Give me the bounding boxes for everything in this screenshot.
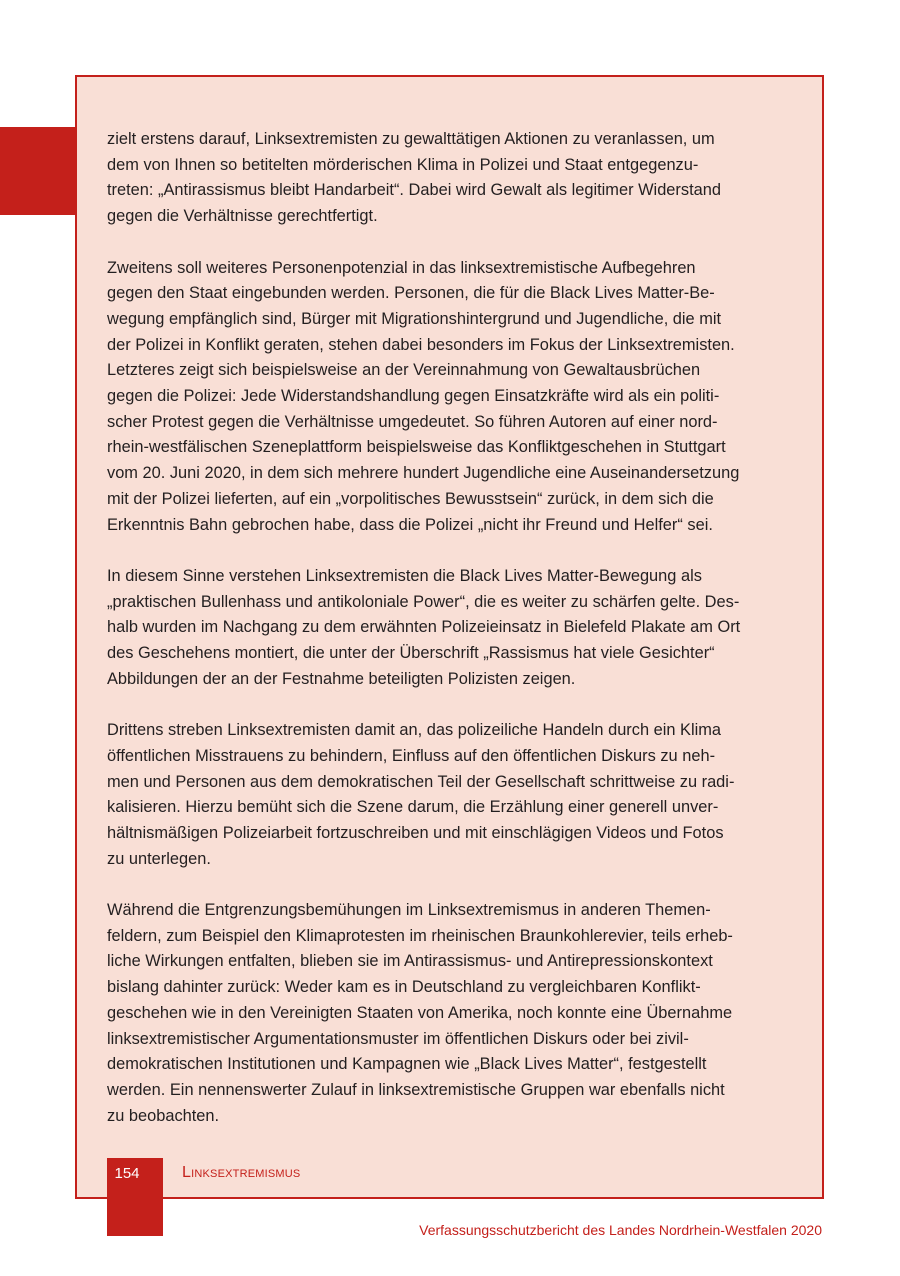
side-accent-tab [0,127,76,215]
text-line: zielt erstens darauf, Linksextremisten zu gewalttätigen Aktionen zu veranlassen, um [107,130,715,148]
text-line: mit der Polizei lieferten, auf ein „vorpolitisches Bewusstsein“ zurück, in dem sich die [107,489,714,508]
text-line: gegen die Polizei: Jede Widerstandshandlung gegen Einsatzkräfte wird als ein politi- [107,387,720,406]
text-line: geschehen wie in den Vereinigten Staaten von Amerika, noch konnte eine Übernahme [107,1003,733,1022]
text-line: In diesem Sinne verstehen Linksextremisten die Black Lives Matter-Bewegung als [107,566,702,585]
text-line: gegen die Verhältnisse gerechtfertigt. [107,207,378,226]
text-line: Zweitens soll weiteres Personenpotenzial in das linksextremistische Aufbegehren [107,258,696,277]
text-line: men und Personen aus dem demokratischen Teil der Gesellschaft schrittweise zu radi- [107,772,735,791]
text-line: vom 20. Juni 2020, in dem sich mehrere hundert Jugendliche eine Auseinandersetzung [107,464,740,483]
text-line: hältnismäßigen Polizeiarbeit fortzuschreiben und mit einschlägigen Videos und Fotos [107,823,724,842]
text-line: zu beobachten. [107,1106,220,1125]
body-text [107,127,807,1155]
text-line: halb wurden im Nachgang zu dem erwähnten Polizeieinsatz in Bielefeld Plakate am Ort [107,618,741,637]
text-line: Letzteres zeigt sich beispielsweise an der Vereinnahmung von Gewaltausbrüchen [107,361,701,380]
text-line: öffentlichen Misstrauens zu behindern, Einfluss auf den öffentlichen Diskurs zu neh- [107,746,716,765]
text-line: bislang dahinter zurück: Weder kam es in Deutschland zu vergleichbaren Konflikt- [107,978,701,997]
text-line: demokratischen Institutionen und Kampagnen wie „Black Lives Matter“, festgestellt [107,1055,707,1074]
text-line: linksextremistischer Argumentationsmuster im öffentlichen Diskurs oder bei zivil- [107,1029,689,1048]
text-line: zu unterlegen. [107,849,211,868]
text-line: gegen den Staat eingebunden werden. Personen, die für die Black Lives Matter-Be- [107,284,715,303]
text-line: dem von Ihnen so betitelten mörderischen Klima in Polizei und Staat entgegenzu- [107,155,699,174]
page-number: 154 [114,1165,140,1182]
text-line: wegung empfänglich sind, Bürger mit Migrationshintergrund und Jugendliche, die mit [107,309,722,328]
text-line: der Polizei in Konflikt geraten, stehen dabei besonders im Fokus der Linksextremisten. [107,335,735,354]
section-label: Linksextremismus [182,1164,301,1181]
text-line: feldern, zum Beispiel den Klimaprotesten im rheinischen Braunkohlerevier, teils erheb- [107,926,733,945]
text-line: liche Wirkungen entfalten, blieben sie im Antirassismus- und Antirepressionskontext [107,952,713,971]
text-line: Erkenntnis Bahn gebrochen habe, dass die Polizei „nicht ihr Freund und Helfer“ sei. [107,515,713,534]
text-line: Abbildungen der an der Festnahme beteiligten Polizisten zeigen. [107,669,576,688]
footer-publication-title: Verfassungsschutzbericht des Landes Nordrhein-Westfalen 2020 [419,1222,822,1238]
paragraph [107,718,807,872]
text-line: rhein-westfälischen Szeneplattform beispielsweise das Konfliktgeschehen in Stuttgart [107,438,726,457]
text-line: „praktischen Bullenhass und antikoloniale Power“, die es weiter zu schärfen gelte. Des- [107,592,740,611]
paragraph [107,256,807,539]
text-line: des Geschehens montiert, die unter der Überschrift „Rassismus hat viele Gesichter“ [107,644,715,663]
text-line: Drittens streben Linksextremisten damit an, das polizeiliche Handeln durch ein Klima [107,721,722,740]
text-line: Während die Entgrenzungsbemühungen im Linksextremismus in anderen Themen- [107,901,711,920]
text-line: treten: „Antirassismus bleibt Handarbeit“. Dabei wird Gewalt als legitimer Widerstand [107,181,721,200]
paragraph [107,564,807,693]
text-line: kalisieren. Hierzu bemüht sich die Szene darum, die Erzählung einer generell unver- [107,798,719,817]
text-line: werden. Ein nennenswerter Zulauf in linksextremistische Gruppen war ebenfalls nicht [107,1080,725,1099]
text-line: scher Protest gegen die Verhältnisse umgedeutet. So führen Autoren auf einer nord- [107,412,718,431]
page-number-box [107,1158,163,1236]
paragraph [107,898,807,1129]
paragraph [107,127,807,230]
